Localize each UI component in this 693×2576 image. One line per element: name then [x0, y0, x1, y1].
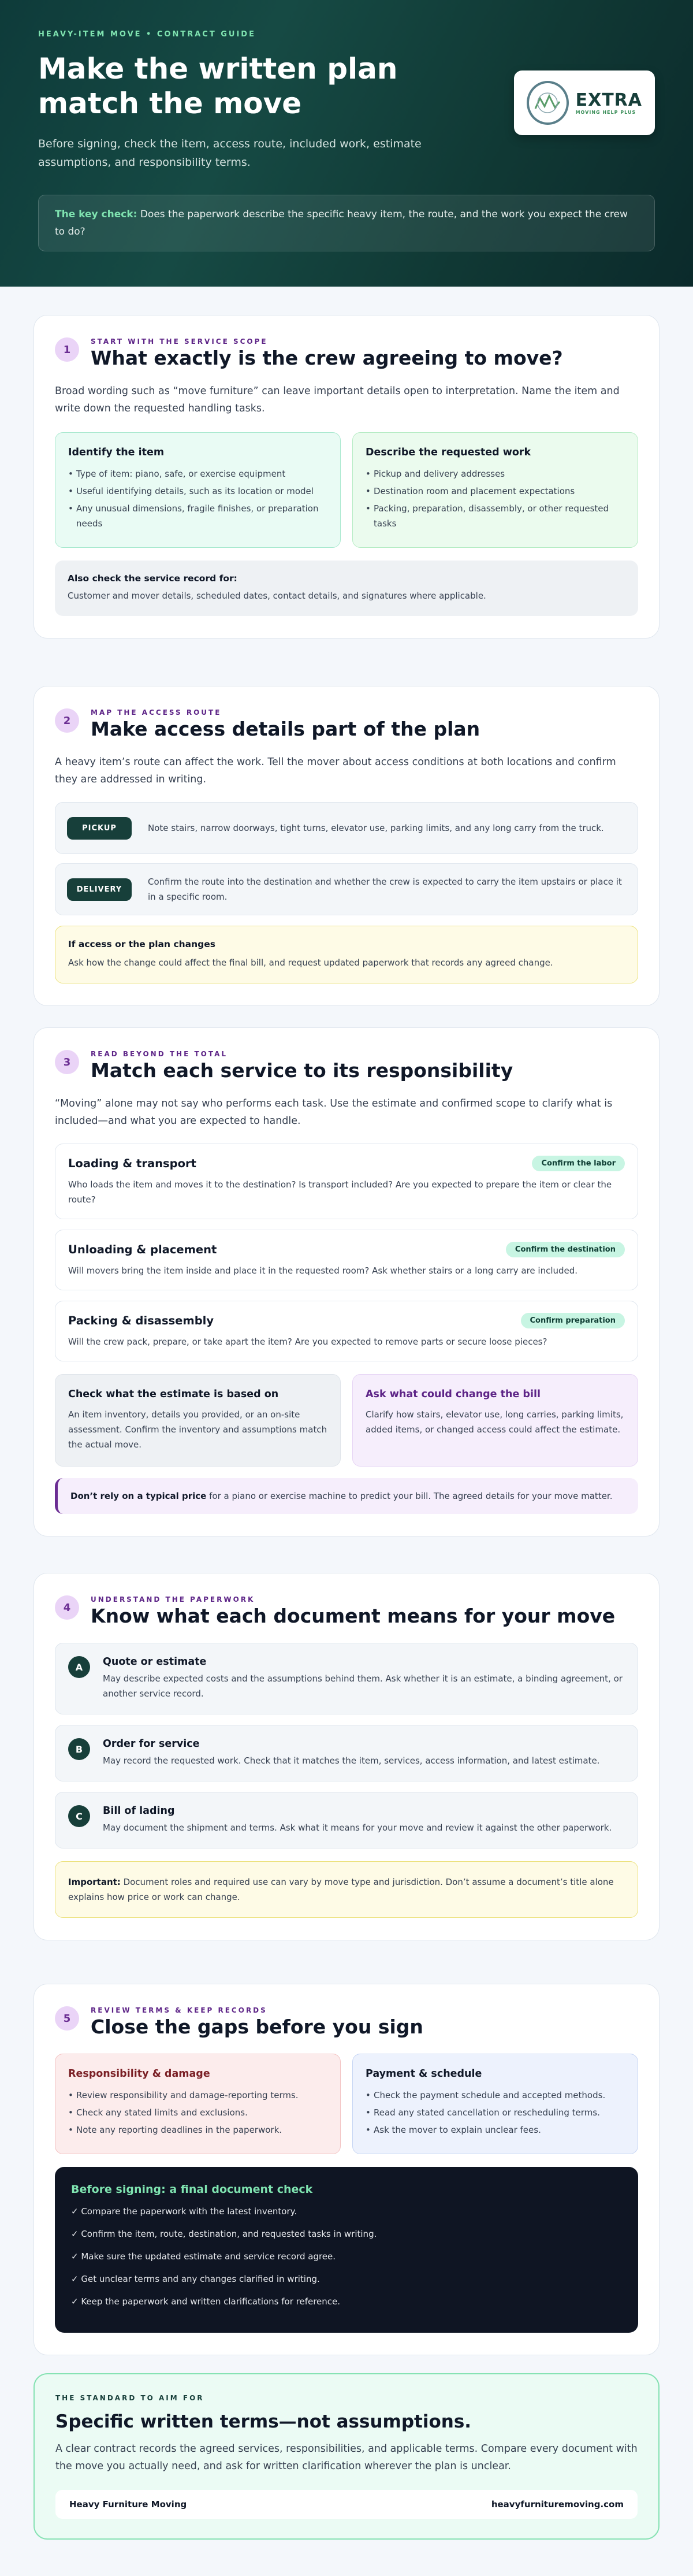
key-check-text: Does the paperwork describe the specific heavy item, the route, and the work you expect the crew to do?	[55, 209, 628, 237]
box-title: Ask what could change the bill	[366, 1389, 541, 1400]
step-number: 3	[55, 1050, 79, 1074]
box-text: An item inventory, details you provided, or an on-site assessment. Confirm the inventory and assumptions match the actual move.	[68, 1409, 327, 1450]
logo-name: EXTRA	[575, 90, 642, 110]
section-close-gaps	[33, 1984, 660, 2355]
box-title: Responsibility & damage	[68, 2068, 210, 2080]
standard-kicker: THE STANDARD TO AIM FOR	[55, 2394, 204, 2402]
list-item: • Ask the mover to explain unclear fees.	[366, 2122, 625, 2137]
brand-logo	[514, 70, 655, 135]
hero-lead: Before signing, check the item, access route, included work, estimate assumptions, and responsibility terms.	[38, 138, 422, 169]
note-bold: Important:	[68, 1877, 121, 1887]
delivery-badge: DELIVERY	[67, 878, 132, 901]
pickup-row	[55, 802, 638, 854]
section-responsibility	[33, 1027, 660, 1536]
callout-bold: Don’t rely on a typical price	[70, 1491, 207, 1501]
section-kicker: REVIEW TERMS & KEEP RECORDS	[91, 2006, 267, 2014]
payment-box	[352, 2054, 638, 2154]
doc-text: May document the shipment and terms. Ask what it means for your move and review it against the other paperwork.	[103, 1822, 612, 1833]
service-row-packing	[55, 1301, 638, 1361]
check-item: ✓ Compare the paperwork with the latest inventory.	[71, 2206, 297, 2217]
logo-subtitle: MOVING HELP PLUS	[575, 109, 636, 115]
box-text: Clarify how stairs, elevator use, long carries, parking limits, added items, or changed access could affect the estimate.	[366, 1409, 624, 1435]
standard-box	[33, 2373, 660, 2540]
doc-letter: B	[68, 1738, 90, 1760]
section-title: Make access details part of the plan	[91, 718, 480, 740]
doc-title: Order for service	[103, 1738, 200, 1750]
doc-title: Bill of lading	[103, 1805, 175, 1817]
doc-letter: A	[68, 1656, 90, 1678]
check-item: ✓ Get unclear terms and any changes clarified in writing.	[71, 2274, 320, 2284]
box-text: Ask how the change could affect the final bill, and request updated paperwork that records any agreed change.	[68, 957, 553, 968]
section-kicker: UNDERSTAND THE PAPERWORK	[91, 1595, 255, 1603]
delivery-text: Confirm the route into the destination and whether the crew is expected to carry the item upstairs or place it in a specific room.	[148, 877, 622, 902]
section-paperwork	[33, 1573, 660, 1940]
pickup-text: Note stairs, narrow doorways, tight turns, elevator use, parking limits, and any long carry from the truck.	[148, 823, 604, 833]
box-text: Customer and mover details, scheduled dates, contact details, and signatures where applicable.	[68, 591, 486, 601]
hero	[0, 0, 693, 287]
list-item: • Any unusual dimensions, fragile finishes, or preparation needs	[68, 501, 327, 531]
standard-title: Specific written terms—not assumptions.	[55, 2411, 472, 2432]
key-check	[38, 195, 655, 251]
step-number: 2	[55, 708, 79, 733]
box-title: Payment & schedule	[366, 2068, 482, 2080]
doc-row-bill-of-lading	[55, 1792, 638, 1849]
list-item: • Type of item: piano, safe, or exercise equipment	[68, 466, 327, 481]
service-tag: Confirm the destination	[506, 1242, 625, 1257]
doc-row-quote	[55, 1643, 638, 1714]
service-tag: Confirm preparation	[521, 1313, 625, 1328]
check-item: ✓ Confirm the item, route, destination, and requested tasks in writing.	[71, 2229, 377, 2239]
list-item: • Packing, preparation, disassembly, or other requested tasks	[366, 501, 625, 531]
important-note	[55, 1861, 638, 1918]
hero-eyebrow: HEAVY-ITEM MOVE • CONTRACT GUIDE	[38, 30, 256, 39]
section-kicker: START WITH THE SERVICE SCOPE	[91, 337, 268, 346]
service-title: Loading & transport	[68, 1157, 196, 1170]
section-title: Know what each document means for your move	[91, 1605, 616, 1627]
list-item: • Read any stated cancellation or rescheduling terms.	[366, 2105, 625, 2120]
list-item: • Review responsibility and damage-reporting terms.	[68, 2088, 327, 2103]
box-title: Describe the requested work	[366, 447, 531, 458]
section-kicker: READ BEYOND THE TOTAL	[91, 1050, 228, 1058]
list-item: • Note any reporting deadlines in the paperwork.	[68, 2122, 327, 2137]
footer-bar	[55, 2490, 638, 2519]
box-title: Check what the estimate is based on	[68, 1389, 279, 1400]
service-row-loading	[55, 1144, 638, 1219]
list-item: • Destination room and placement expectations	[366, 484, 625, 499]
responsibility-box	[55, 2054, 341, 2154]
service-title: Packing & disassembly	[68, 1314, 214, 1327]
list-item: • Check the payment schedule and accepted methods.	[366, 2088, 625, 2103]
section-kicker: MAP THE ACCESS ROUTE	[91, 708, 222, 717]
step-number: 4	[55, 1595, 79, 1620]
doc-text: May describe expected costs and the assumptions behind them. Ask whether it is an estimate, a binding agreement, or another service record.	[103, 1673, 623, 1699]
box-title: Identify the item	[68, 447, 165, 458]
plan-change-note	[55, 926, 638, 983]
step-number: 1	[55, 337, 79, 362]
box-title: Also check the service record for:	[68, 573, 237, 584]
section-intro: Broad wording such as “move furniture” can leave important details open to interpretation. Name the item and write down the requested handling tasks.	[55, 385, 620, 414]
box-title: If access or the plan changes	[68, 939, 215, 949]
note-text: Document roles and required use can vary by move type and jurisdiction. Don’t assume a document’s title alone explains how price or work can change.	[68, 1877, 614, 1902]
doc-title: Quote or estimate	[103, 1656, 207, 1668]
section-service-scope	[33, 315, 660, 639]
final-title: Before signing: a final document check	[71, 2183, 313, 2196]
list-item: • Check any stated limits and exclusions.	[68, 2105, 327, 2120]
service-row-unloading	[55, 1230, 638, 1290]
list-item: • Pickup and delivery addresses	[366, 466, 625, 481]
identify-item-box	[55, 432, 341, 548]
doc-letter: C	[68, 1805, 90, 1827]
final-check-box	[55, 2167, 638, 2333]
page-title: Make the written plan match the move	[38, 52, 398, 120]
requested-work-box	[352, 432, 638, 548]
service-text: Who loads the item and moves it to the destination? Is transport included? Are you expected to prepare the item or clear the route?	[68, 1179, 612, 1205]
service-text: Will the crew pack, prepare, or take apart the item? Are you expected to remove parts or secure loose pieces?	[68, 1337, 547, 1347]
key-check-label: The key check:	[55, 209, 137, 220]
service-record-check	[55, 561, 638, 616]
service-text: Will movers bring the item inside and place it in the requested room? Ask whether stairs or a long carry are included.	[68, 1265, 578, 1276]
list-item: • Useful identifying details, such as its location or model	[68, 484, 327, 499]
service-tag: Confirm the labor	[532, 1156, 625, 1171]
check-item: ✓ Make sure the updated estimate and service record agree.	[71, 2251, 336, 2262]
section-title: Match each service to its responsibility	[91, 1059, 513, 1082]
section-intro: “Moving” alone may not say who performs each task. Use the estimate and confirmed scope to clarify what is included—and what you are expected to handle.	[55, 1098, 613, 1127]
doc-row-order	[55, 1725, 638, 1781]
service-title: Unloading & placement	[68, 1243, 217, 1256]
section-intro: A heavy item’s route can affect the work. Tell the mover about access conditions at both locations and confirm they are addressed in writing.	[55, 756, 616, 785]
delivery-row	[55, 863, 638, 915]
pickup-badge: PICKUP	[67, 817, 132, 840]
check-item: ✓ Keep the paperwork and written clarifications for reference.	[71, 2296, 341, 2307]
callout-text: for a piano or exercise machine to predict your bill. The agreed details for your move matter.	[206, 1491, 613, 1501]
typical-price-callout	[55, 1478, 638, 1514]
section-title: Close the gaps before you sign	[91, 2015, 423, 2038]
step-number: 5	[55, 2006, 79, 2031]
section-title: What exactly is the crew agreeing to move?	[91, 347, 563, 369]
logo-emblem-icon	[527, 81, 569, 125]
footer-brand: Heavy Furniture Moving	[69, 2499, 187, 2510]
bill-change-box	[352, 1374, 638, 1467]
section-access-route	[33, 686, 660, 1006]
footer-url[interactable]: heavyfurnituremoving.com	[491, 2499, 624, 2510]
doc-text: May record the requested work. Check that it matches the item, services, access information, and latest estimate.	[103, 1755, 600, 1766]
standard-text: A clear contract records the agreed services, responsibilities, and applicable terms. Compare every document with the move you actually need, and ask for written clarification wherever the plan is unclear.	[55, 2443, 638, 2472]
estimate-basis-box	[55, 1374, 341, 1467]
